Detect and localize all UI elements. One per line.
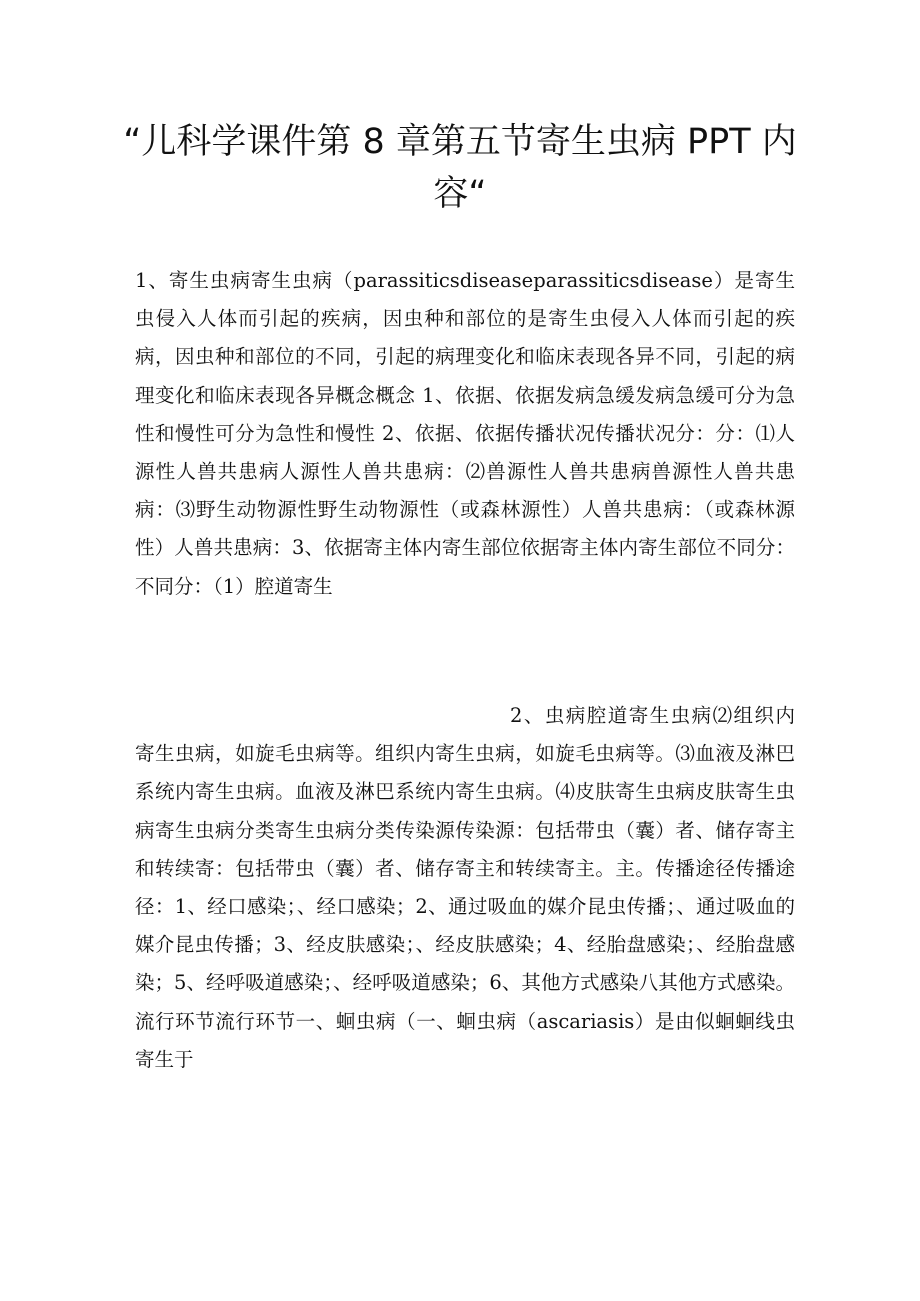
paragraph-1: 1、寄生虫病寄生虫病（parassiticsdiseaseparassiticsdisease）是寄生虫侵入人体而引起的疾病，因虫种和部位的是寄生虫侵入人体而引起的疾病，因虫种和部位的不同，引起的病理变化和临床表现各异不同，引起的病理变化和临床表现各异概念概念 1、依据、依据发病急缓发病急缓可分为急性和慢性可分为急性和慢性 2、依据、依据传播状况传播状况分：分：⑴人源性人兽共患病人源性人兽共患病：⑵兽源性人兽共患病兽源性人兽共患病：⑶野生动物源性野生动物源性（或森林源性）人兽共患病：（或森林源性）人兽共患病：3、依据寄主体内寄生部位依据寄主体内寄生部位不同分：不同分：（1）腔道寄生 xyxy=(135,269,795,598)
document-title: “儿科学课件第 8 章第五节寄生虫病 PPT 内容“ xyxy=(123,122,797,214)
paragraph-2: 2、虫病腔道寄生虫病⑵组织内寄生虫病，如旋毛虫病等。组织内寄生虫病，如旋毛虫病等。⑶血液及淋巴系统内寄生虫病。血液及淋巴系统内寄生虫病。⑷皮肤寄生虫病皮肤寄生虫病寄生虫病分类寄生虫病分类传染源传染源：包括带虫（囊）者、储存寄主和转续寄：包括带虫（囊）者、储存寄主和转续寄主。主。传播途径传播途径：1、经口感染；、经口感染；2、通过吸血的媒介昆虫传播；、通过吸血的媒介昆虫传播；3、经皮肤感染；、经皮肤感染；4、经胎盘感染；、经胎盘感染；5、经呼吸道感染；、经呼吸道感染；6、其他方式感染八其他方式感染。流行环节流行环节一、蛔虫病（一、蛔虫病（ascariasis）是由似蛔蛔线虫寄生于 xyxy=(135,704,795,1071)
